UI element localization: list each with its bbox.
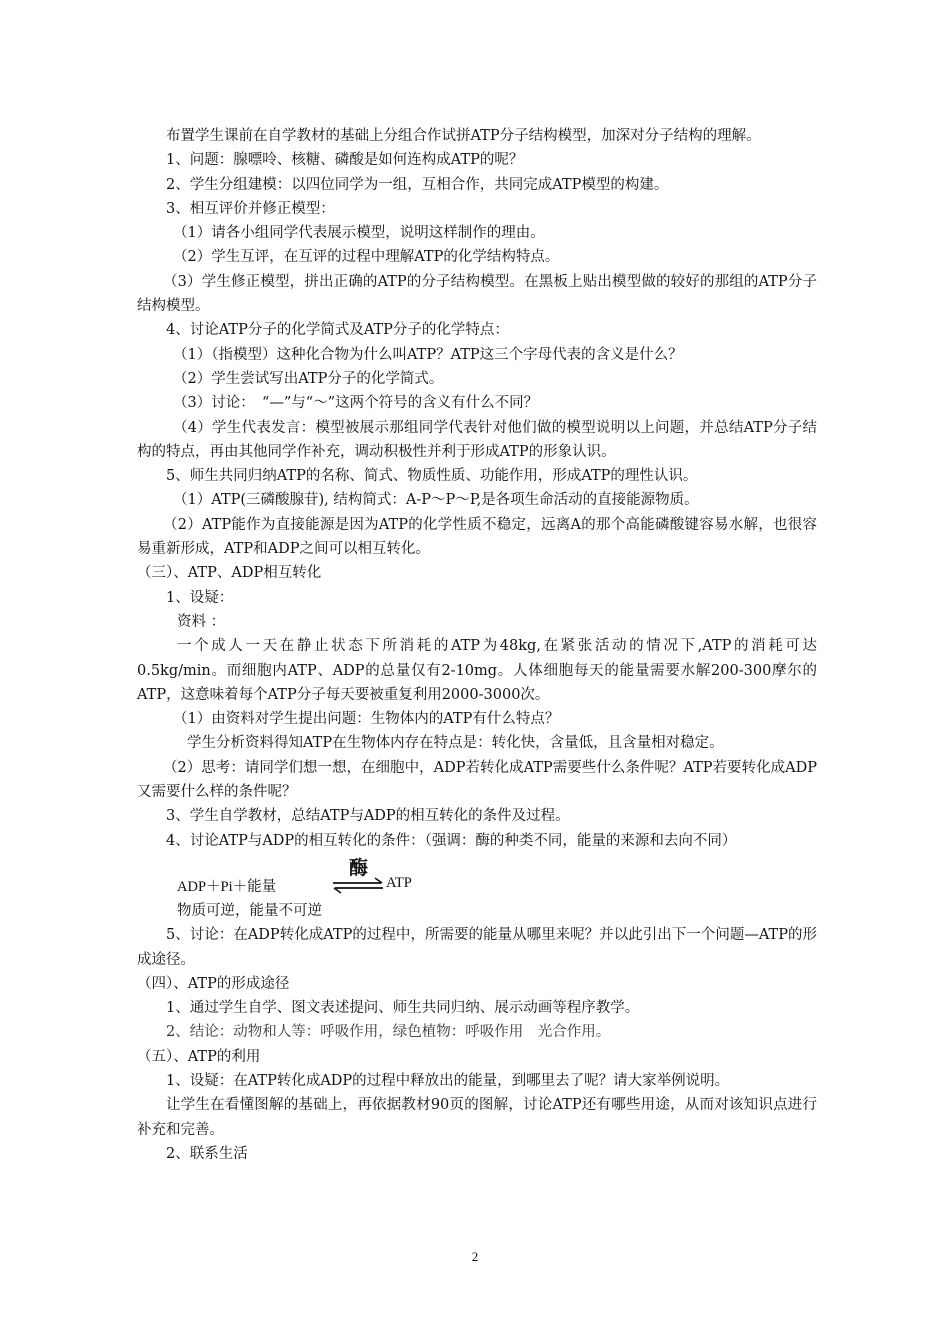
paragraph: （3）学生修正模型，拼出正确的ATP的分子结构模型。在黑板上贴出模型做的较好的那组的ATP分子结构模型。 bbox=[137, 273, 817, 315]
paragraph: （2）学生尝试写出ATP分子的化学简式。 bbox=[173, 370, 444, 387]
document-body bbox=[137, 124, 817, 1166]
reaction-equation bbox=[177, 853, 817, 899]
paragraph: （1）（指模型）这种化合物为什么叫ATP？ATP这三个字母代表的含义是什么？ bbox=[173, 346, 683, 363]
reversible-arrow-icon bbox=[331, 876, 385, 894]
page-number: 2 bbox=[471, 1249, 479, 1264]
paragraph: （1）由资料对学生提出问题：生物体内的ATP有什么特点？ bbox=[173, 711, 560, 728]
section-heading: （五）、ATP的利用 bbox=[137, 1048, 261, 1065]
equation-right-side: ATP bbox=[386, 874, 412, 891]
paragraph: 学生分析资料得知ATP在生物体内存在特点是：转化快，含量低，且含量相对稳定。 bbox=[187, 735, 724, 752]
paragraph: （1）请各小组同学代表展示模型，说明这样制作的理由。 bbox=[173, 225, 545, 242]
section-heading: （四）、ATP的形成途径 bbox=[137, 975, 290, 992]
paragraph: （4）学生代表发言：模型被展示那组同学代表针对他们做的模型说明以上问题，并总结ATP分子结构的特点，再由其他同学作补充，调动积极性并利于形成ATP的形象认识。 bbox=[137, 419, 817, 460]
paragraph: 1、问题：腺嘌呤、核糖、磷酸是如何连构成ATP的呢？ bbox=[166, 152, 524, 169]
paragraph: 2、学生分组建模：以四位同学为一组，互相合作，共同完成ATP模型的构建。 bbox=[166, 176, 669, 193]
paragraph: （3）讨论： “—”与“～”这两个符号的含义有什么不同？ bbox=[173, 395, 539, 412]
paragraph: 3、相互评价并修正模型： bbox=[166, 200, 335, 217]
paragraph: （1）ATP(三磷酸腺苷), 结构简式：A-P～P～P,是各项生命活动的直接能源物质。 bbox=[173, 492, 699, 509]
paragraph: 一个成人一天在静止状态下所消耗的ATP为48kg,在紧张活动的情况下,ATP的消耗可达0.5kg/min。而细胞内ATP、ADP的总量仅有2-10mg。人体细胞每天的能量需要水解200-300摩尔的ATP，这意味着每个ATP分子每天要被重复利用2000-3000次。 bbox=[137, 638, 817, 703]
paragraph: 1、设疑：在ATP转化成ADP的过程中释放出的能量，到哪里去了呢？请大家举例说明。 bbox=[166, 1072, 730, 1089]
paragraph: 4、讨论ATP与ADP的相互转化的条件：（强调：酶的种类不同，能量的来源和去向不同） bbox=[166, 832, 737, 849]
enzyme-label: 酶 bbox=[349, 856, 369, 879]
paragraph: 1、设疑： bbox=[166, 589, 234, 606]
paragraph: （2）学生互评，在互评的过程中理解ATP的化学结构特点。 bbox=[173, 249, 560, 266]
paragraph: 物质可逆，能量不可逆 bbox=[177, 902, 322, 919]
paragraph: 布置学生课前在自学教材的基础上分组合作试拼ATP分子结构模型，加深对分子结构的理解。 bbox=[166, 128, 761, 144]
paragraph: 4、讨论ATP分子的化学简式及ATP分子的化学特点： bbox=[166, 322, 509, 339]
paragraph: （2）思考：请同学们想一想，在细胞中，ADP若转化成ATP需要些什么条件呢？ATP若要转化成ADP又需要什么样的条件呢？ bbox=[137, 759, 817, 801]
paragraph: 资料 ： bbox=[177, 613, 226, 630]
paragraph: 3、学生自学教材，总结ATP与ADP的相互转化的条件及过程。 bbox=[166, 808, 570, 825]
paragraph: 1、通过学生自学、图文表述提问、师生共同归纳、展示动画等程序教学。 bbox=[166, 1000, 640, 1017]
paragraph: 5、讨论：在ADP转化成ATP的过程中，所需要的能量从哪里来呢？并以此引出下一个问题—ATP的形成途径。 bbox=[137, 927, 817, 968]
paragraph: 让学生在看懂图解的基础上，再依据教材90页的图解，讨论ATP还有哪些用途，从而对该知识点进行补充和完善。 bbox=[137, 1097, 817, 1138]
paragraph: 2、联系生活 bbox=[166, 1145, 248, 1162]
section-heading: （三）、ATP、ADP相互转化 bbox=[137, 565, 322, 582]
paragraph: 2、结论：动物和人等：呼吸作用，绿色植物：呼吸作用 光合作用。 bbox=[166, 1024, 611, 1041]
paragraph: （2）ATP能作为直接能源是因为ATP的化学性质不稳定，远离A的那个高能磷酸键容易水解，也很容易重新形成，ATP和ADP之间可以相互转化。 bbox=[137, 516, 817, 558]
paragraph: 5、师生共同归纳ATP的名称、简式、物质性质、功能作用，形成ATP的理性认识。 bbox=[166, 468, 698, 485]
equation-left-side: ADP＋Pi＋能量 bbox=[177, 878, 277, 895]
